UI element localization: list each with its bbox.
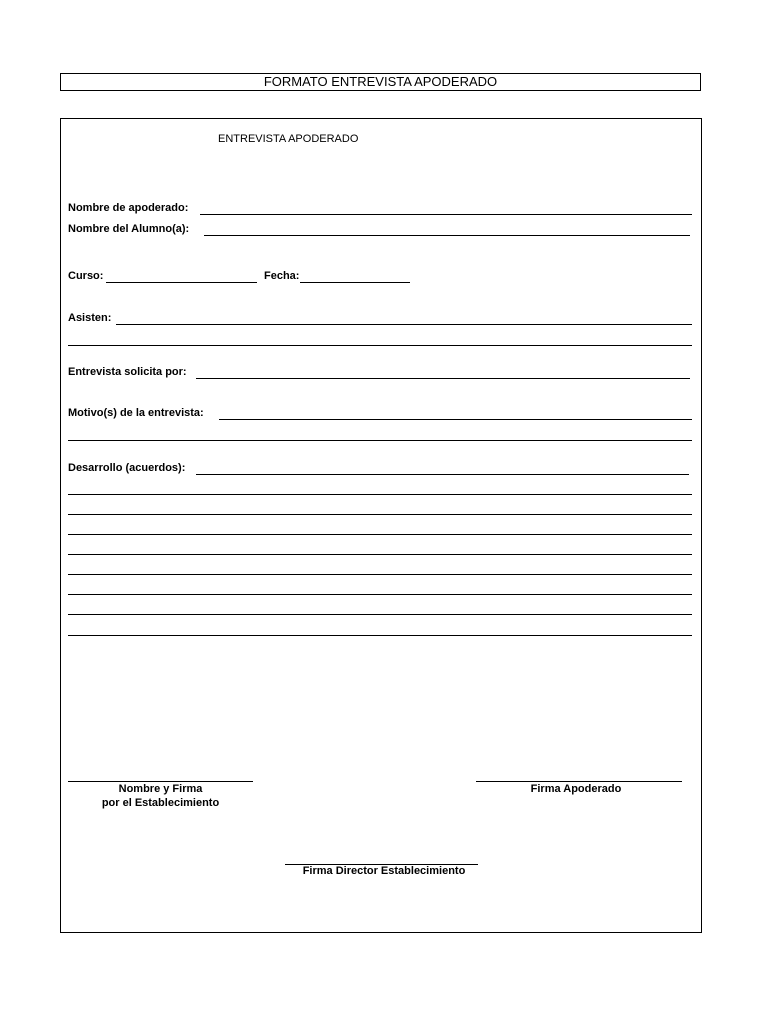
answer-line[interactable] [68, 514, 692, 515]
signature-label-line1: Nombre y Firma [118, 783, 203, 795]
answer-line[interactable] [68, 494, 692, 495]
field-label: Nombre de apoderado: [68, 202, 189, 214]
answer-line[interactable] [219, 419, 692, 420]
answer-line[interactable] [68, 534, 692, 535]
form-title: FORMATO ENTREVISTA APODERADO [60, 73, 701, 91]
answer-line[interactable] [204, 235, 690, 236]
answer-line[interactable] [196, 378, 690, 379]
field-motivo [68, 406, 692, 420]
answer-line[interactable] [196, 474, 689, 475]
answer-line[interactable] [68, 554, 692, 555]
signature-label-director: Firma Director Establecimiento [302, 865, 466, 877]
form-heading: ENTREVISTA APODERADO [218, 133, 359, 145]
answer-line[interactable] [116, 324, 692, 325]
signature-label-establecimiento [68, 782, 253, 810]
signature-label-line2: por el Establecimiento [101, 797, 220, 809]
field-label: Entrevista solicita por: [68, 366, 187, 378]
field-nombre-alumno [68, 222, 692, 236]
field-nombre-apoderado [68, 201, 692, 215]
answer-line[interactable] [68, 635, 692, 636]
field-label: Desarrollo (acuerdos): [68, 462, 186, 474]
answer-line[interactable] [68, 614, 692, 615]
field-label: Curso: [68, 270, 104, 282]
answer-line[interactable] [300, 282, 410, 283]
answer-line[interactable] [68, 440, 692, 441]
answer-line[interactable] [68, 345, 692, 346]
field-label: Nombre del Alumno(a): [68, 223, 190, 235]
field-desarrollo [68, 461, 692, 475]
interview-form [60, 118, 702, 933]
field-label-fecha: Fecha: [264, 270, 300, 282]
signature-label-apoderado: Firma Apoderado [530, 783, 622, 795]
field-entrevista-solicita [68, 365, 692, 379]
field-label: Asisten: [68, 312, 112, 324]
field-label: Motivo(s) de la entrevista: [68, 407, 204, 419]
answer-line[interactable] [68, 574, 692, 575]
field-asisten [68, 311, 692, 325]
answer-line[interactable] [68, 594, 692, 595]
answer-line[interactable] [106, 282, 257, 283]
field-curso [68, 269, 692, 283]
answer-line[interactable] [200, 214, 692, 215]
